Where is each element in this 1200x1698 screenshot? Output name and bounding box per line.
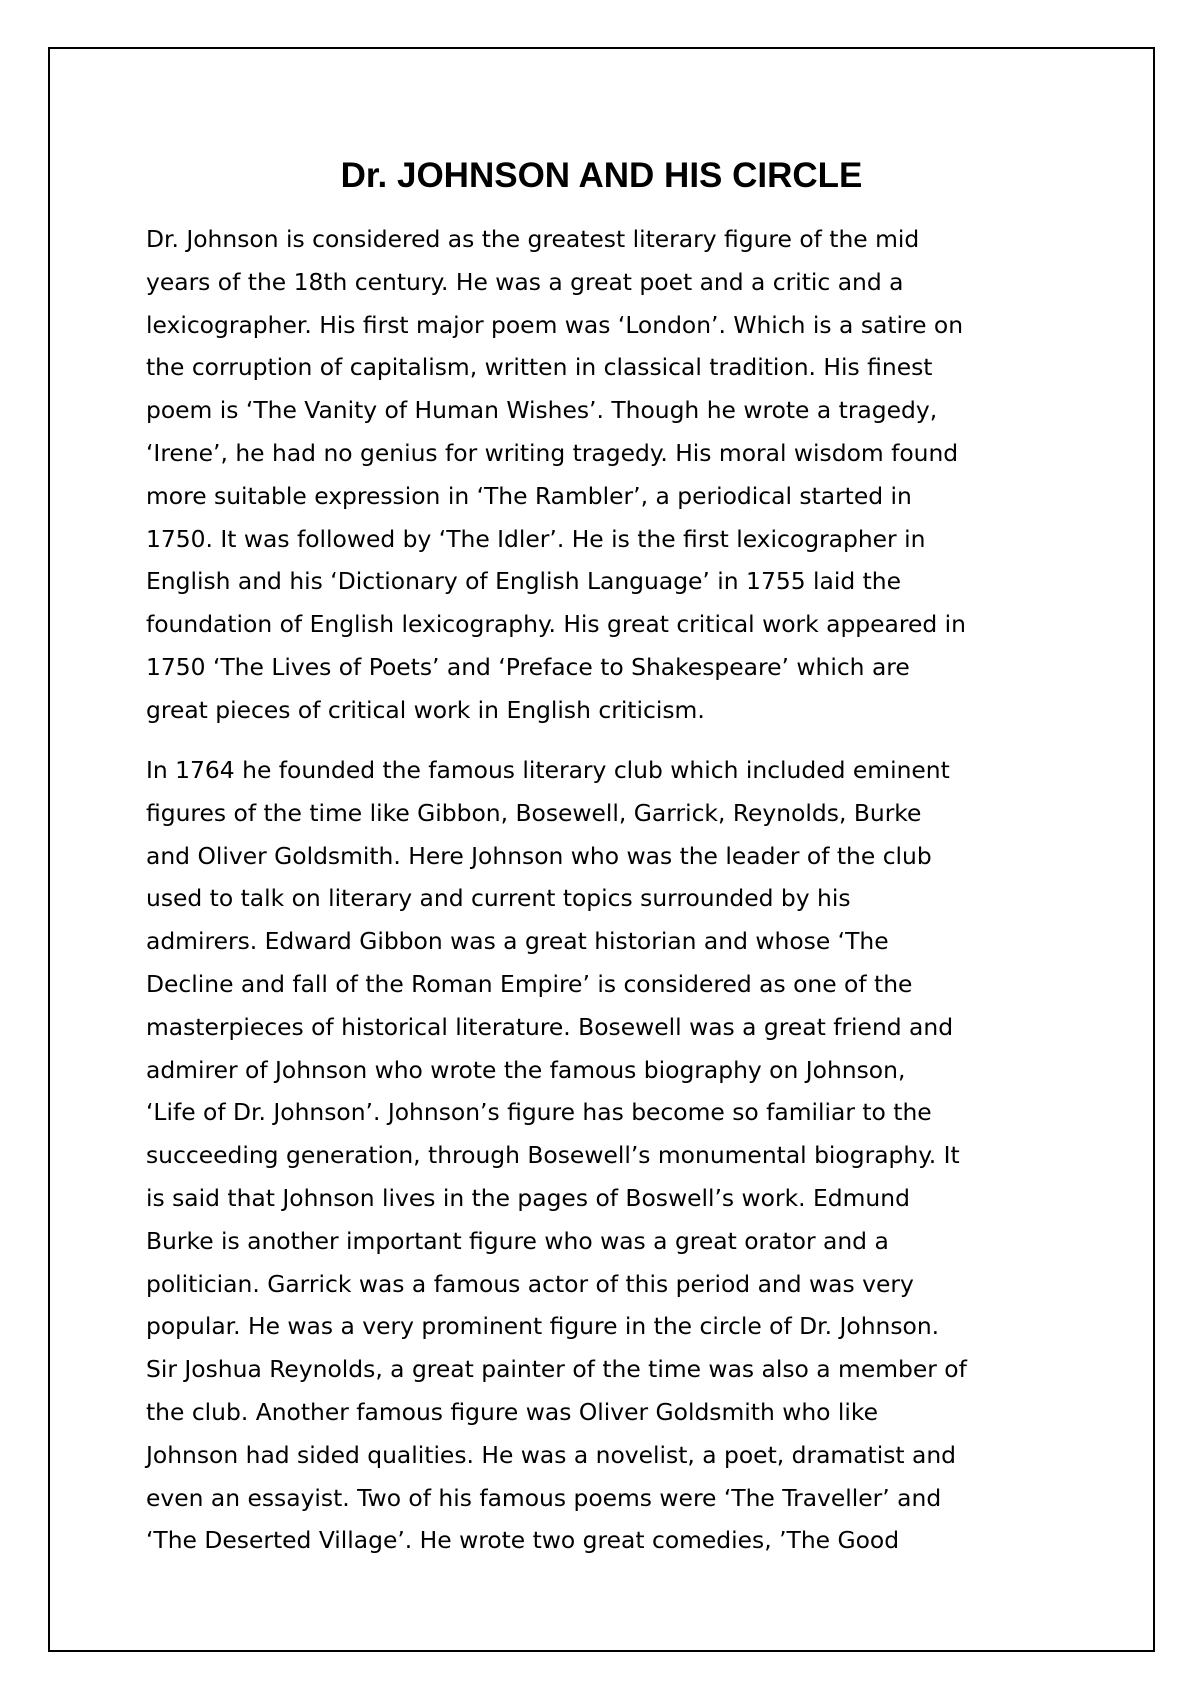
text-line: lexicographer. His first major poem was ‘London’. Which is a satire on <box>146 310 964 339</box>
text-line: popular. He was a very prominent figure in the circle of Dr. Johnson. <box>146 1312 940 1341</box>
text-line: the club. Another famous figure was Oliver Goldsmith who like <box>146 1397 879 1426</box>
text-line: ‘Life of Dr. Johnson’. Johnson’s figure has become so familiar to the <box>146 1098 932 1127</box>
text-line: figures of the time like Gibbon, Bosewell, Garrick, Reynolds, Burke <box>146 798 922 827</box>
text-line: 1750 ‘The Lives of Poets’ and ‘Preface to Shakespeare’ which are <box>146 652 910 681</box>
text-line: Burke is another important figure who was a great orator and a <box>146 1226 889 1255</box>
text-line: even an essayist. Two of his famous poems were ‘The Traveller’ and <box>146 1483 942 1512</box>
text-line: Dr. Johnson is considered as the greatest literary figure of the mid <box>146 225 920 253</box>
text-line: years of the 18th century. He was a great poet and a critic and a <box>146 267 904 296</box>
text-line: ‘Irene’, he had no genius for writing tragedy. His moral wisdom found <box>146 438 959 467</box>
text-line: admirer of Johnson who wrote the famous biography on Johnson, <box>146 1055 906 1084</box>
paragraph-2 <box>146 749 1076 1562</box>
text-line: more suitable expression in ‘The Rambler’, a periodical started in <box>146 481 912 510</box>
paragraph-1 <box>146 218 1076 732</box>
text-line: Decline and fall of the Roman Empire’ is considered as one of the <box>146 969 913 998</box>
text-line: English and his ‘Dictionary of English Language’ in 1755 laid the <box>146 567 902 596</box>
text-line: succeeding generation, through Bosewell’s monumental biography. It <box>146 1141 960 1170</box>
text-line: admirers. Edward Gibbon was a great historian and whose ‘The <box>146 927 889 956</box>
text-line: 1750. It was followed by ‘The Idler’. He is the first lexicographer in <box>146 524 926 553</box>
text-line: great pieces of critical work in English criticism. <box>146 695 705 724</box>
text-line: politician. Garrick was a famous actor of this period and was very <box>146 1269 914 1298</box>
text-line: the corruption of capitalism, written in classical tradition. His finest <box>146 353 933 382</box>
document-title: Dr. JOHNSON AND HIS CIRCLE <box>340 156 863 195</box>
text-line: foundation of English lexicography. His great critical work appeared in <box>146 610 966 639</box>
text-line: Sir Joshua Reynolds, a great painter of the time was also a member of <box>146 1355 967 1384</box>
text-line: and Oliver Goldsmith. Here Johnson who was the leader of the club <box>146 841 932 870</box>
text-line: poem is ‘The Vanity of Human Wishes’. Though he wrote a tragedy, <box>146 396 938 425</box>
text-line: masterpieces of historical literature. Bosewell was a great friend and <box>146 1012 954 1041</box>
text-line: ‘The Deserted Village’. He wrote two great comedies, ’The Good <box>146 1526 900 1555</box>
text-line: In 1764 he founded the famous literary club which included eminent <box>146 756 950 784</box>
text-line: used to talk on literary and current topics surrounded by his <box>146 884 851 913</box>
text-line: is said that Johnson lives in the pages of Boswell’s work. Edmund <box>146 1183 910 1212</box>
text-line: Johnson had sided qualities. He was a novelist, a poet, dramatist and <box>146 1440 956 1469</box>
